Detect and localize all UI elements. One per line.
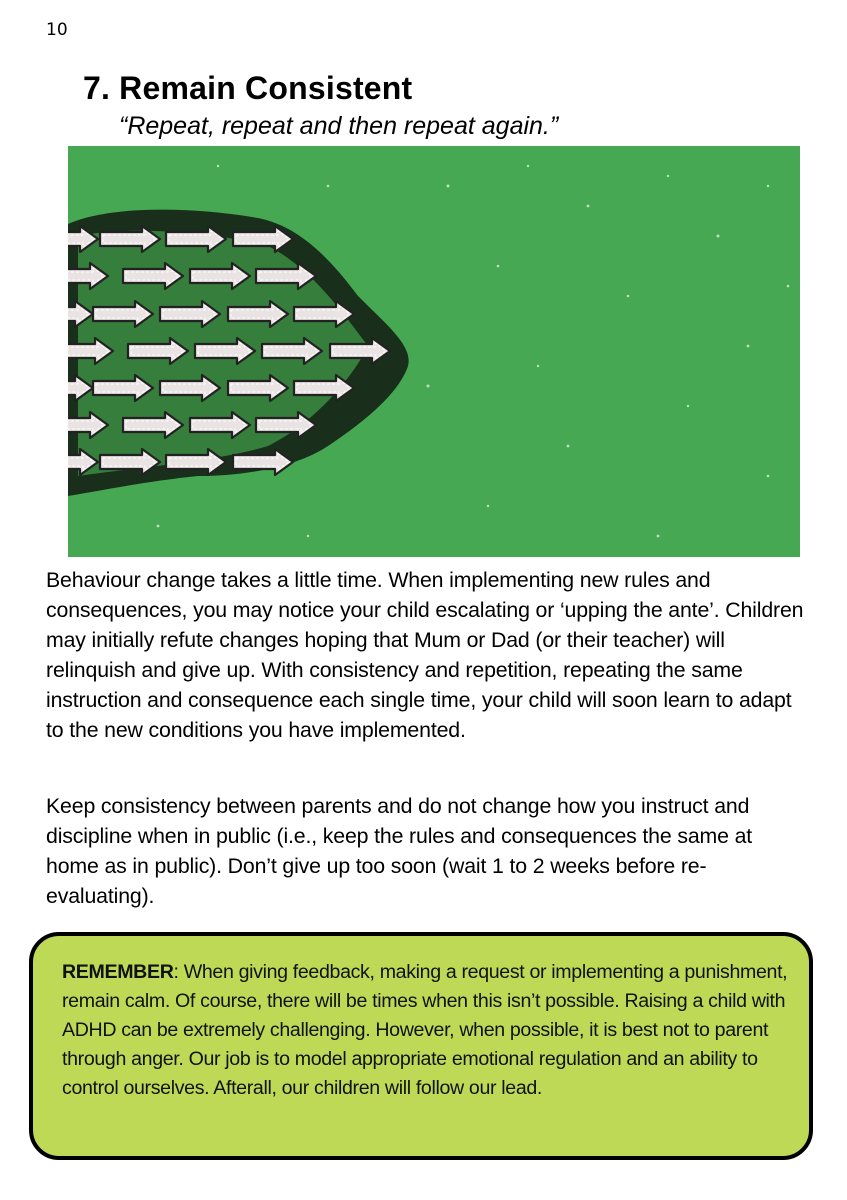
callout-body: When giving feedback, making a request or implementing a punishment, remain calm. Of course, there will be times when this isn’t possible. Raising a child with ADHD can be extremely challenging. However, when possible, it is best not to parent through anger. Our job is to model appropriate emotional regulation and an ability to control ourselves. Afterall, our children will follow our lead. — [62, 961, 788, 1099]
arrows-pointing-right-icon — [68, 146, 800, 557]
page-number: 10 — [46, 20, 68, 40]
remember-callout-box — [29, 932, 813, 1160]
body-paragraph: Behaviour change takes a little time. When implementing new rules and consequences, you may notice your child escalating or ‘upping the ante’. Children may initially refute changes hoping that Mum or Dad (or their teacher) will relinquish and give up. With consistency and repetition, repeating the same instruction and consequence each single time, your child will soon learn to adapt to the new conditions you have implemented. — [46, 568, 804, 742]
callout-label: REMEMBER — [62, 961, 174, 983]
hero-image — [68, 146, 800, 557]
body-paragraph: Keep consistency between parents and do not change how you instruct and discipline when in public (i.e., keep the rules and consequences the same at home as in public). Don’t give up too soon (wait 1 to 2 weeks before re-evaluating). — [46, 794, 753, 908]
section-subtitle-quote: “Repeat, repeat and then repeat again.” — [119, 112, 559, 140]
callout-separator: : — [173, 961, 184, 983]
callout-text — [62, 958, 791, 1103]
section-title: 7. Remain Consistent — [83, 70, 413, 106]
